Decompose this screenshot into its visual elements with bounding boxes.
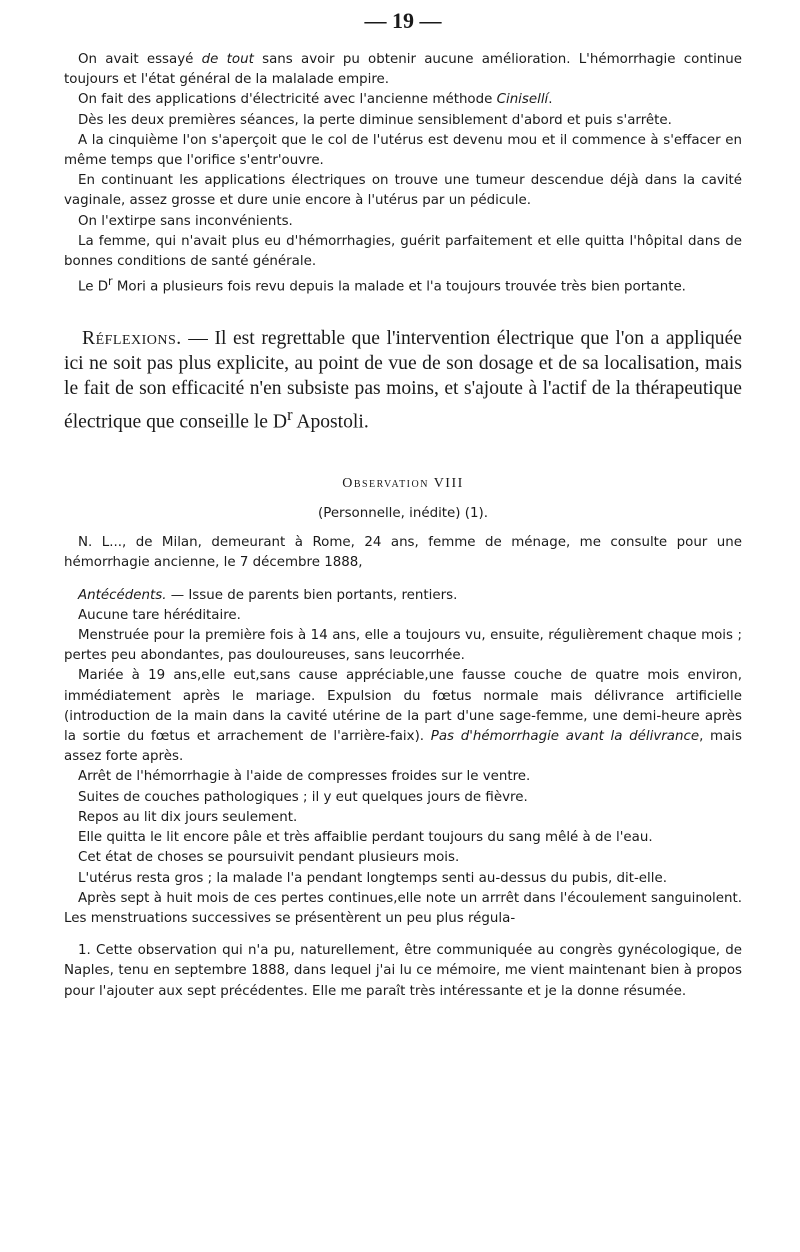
intro-section: [64, 50, 742, 298]
paragraph: N. L..., de Milan, demeurant à Rome, 24 ans, femme de ménage, me consulte pour une hémorrhagie ancienne, le 7 décembre 1888,: [64, 535, 742, 571]
paragraph: On fait des applications d'électricité avec l'ancienne méthode Cinisellí.: [78, 92, 553, 108]
paragraph: Cet état de choses se poursuivit pendant plusieurs mois.: [78, 850, 460, 866]
paragraph: Elle quitta le lit encore pâle et très affaiblie perdant toujours du sang mêlé à de l'eau.: [78, 830, 653, 846]
paragraph: On avait essayé de tout sans avoir pu obtenir aucune amélioration. L'hémorrhagie continue toujours et l'état général de la malalade empire.: [64, 52, 742, 88]
paragraph: Menstruée pour la première fois à 14 ans, elle a toujours vu, ensuite, régulièrement chaque mois ; pertes peu abondantes, pas douloureuses, sans leucorrhée.: [64, 628, 742, 664]
reflexions-paragraph: Réflexions. — Il est regrettable que l'intervention électrique que l'on a appliquée ici ne soit pas plus explicite, au point de vue de son dosage et de sa localisation, mais le fait de son efficacité n'en subsiste pas moins, et s'ajoute à l'actif de la thérapeutique électrique que conseille le $D^r$ Apostoli.: [64, 327, 742, 433]
paragraph: A la cinquième l'on s'aperçoit que le col de l'utérus est devenu mou et il commence à s'effacer en même temps que l'orifice s'entr'ouvre.: [64, 132, 742, 169]
paragraph: Aucune tare héréditaire.: [78, 607, 241, 623]
reflexions-section: [64, 326, 742, 434]
observation-title: Observation VIII: [342, 476, 464, 492]
paragraph: Repos au lit dix jours seulement.: [78, 809, 298, 825]
paragraph: La femme, qui n'avait plus eu d'hémorrhagies, guérit parfaitement et elle quitta l'hôpital dans de bonnes conditions de santé générale.: [64, 233, 742, 270]
observation-subtitle: (Personnelle, inédite) (1).: [318, 506, 488, 522]
paragraph: Antécédents. — Issue de parents bien portants, rentiers.: [78, 587, 458, 603]
paragraph: L'utérus resta gros ; la malade l'a pendant longtemps senti au-dessus du pubis, dit-elle.: [78, 870, 667, 886]
paragraph: Dès les deux premières séances, la perte diminue sensiblement d'abord et puis s'arrête.: [78, 112, 672, 128]
case-section: [64, 533, 742, 929]
paragraph: Après sept à huit mois de ces pertes continues,elle note un arrrêt dans l'écoulement sanguinolent. Les menstruations successives se présentèrent un peu plus régula-: [64, 890, 742, 926]
paragraph: En continuant les applications électriques on trouve une tumeur descendue déjà dans la cavité vaginale, assez grosse et dure unie encore à l'utérus par un pédicule.: [64, 173, 742, 209]
footnote-text: 1. Cette observation qui n'a pu, naturellement, être communiquée au congrès gynécologique, de Naples, tenu en septembre 1888, dans lequel j'ai lu ce mémoire, me vient maintenant bien à propos pour l'ajouter aux sept précédentes. Elle me paraît très intéressante et je la donne résumée.: [64, 943, 742, 999]
page-number: — 19 —: [364, 8, 442, 33]
paragraph: Le $D^r$ Mori a plusieurs fois revu depuis la malade et l'a toujours trouvée très bien portante.: [78, 275, 686, 295]
paragraph: On l'extirpe sans inconvénients.: [78, 213, 293, 229]
reflexions-label: Réflexions.: [82, 327, 182, 349]
paragraph: Suites de couches pathologiques ; il y eut quelques jours de fièvre.: [78, 789, 528, 805]
paragraph: Arrêt de l'hémorrhagie à l'aide de compresses froides sur le ventre.: [78, 769, 531, 785]
footnote: [64, 941, 742, 1002]
paragraph: Mariée à 19 ans,elle eut,sans cause appréciable,une fausse couche de quatre mois environ, immédiatement après le mariage. Expulsion du fœtus normale mais délivrance artificielle (introduction de la main dans la cavité utérine de la part d'une sage-femme, une demi-heure après la sortie du fœtus et arrachement de l'arrière-faix). Pas d'hémorrhagie avant la délivrance, mais assez forte après.: [64, 668, 742, 765]
